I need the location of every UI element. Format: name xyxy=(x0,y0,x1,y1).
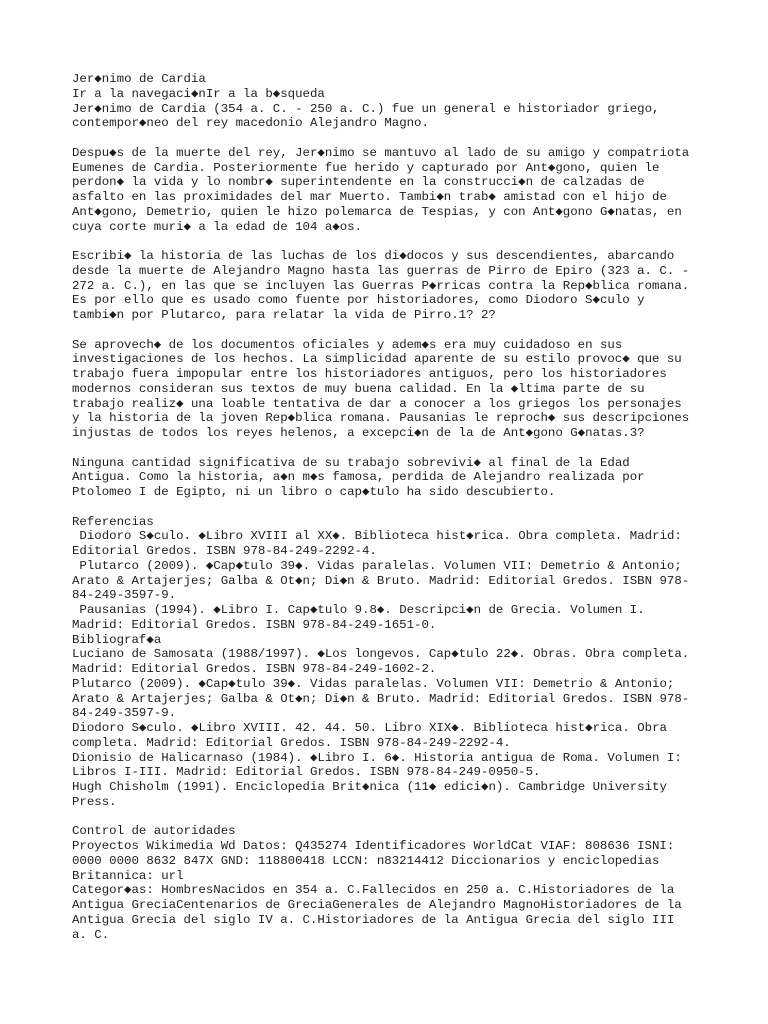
authority-control-heading: Control de autoridades xyxy=(72,824,236,839)
bibliography-line: Diodoro S◆culo. ◆Libro XVIII. 42. 44. 50. Libro XIX◆. Biblioteca hist◆rica. Obra xyxy=(72,721,667,735)
bibliography-line: Luciano de Samosata (1988/1997). ◆Los longevos. Cap◆tulo 22◆. Obras. Obra completa. xyxy=(72,647,690,662)
paragraph-biography xyxy=(72,146,704,235)
bibliography-line: Libros I-III. Madrid: Editorial Gredos. ISBN 978-84-249-0950-5. xyxy=(72,765,541,780)
text-line: Eumenes de Cardia. Posteriormente fue herido y capturado por Ant◆gono, quien le xyxy=(72,160,660,175)
bibliography-line: Press. xyxy=(72,794,117,809)
categories-line: Antigua GreciaCentenarios de GreciaGenerales de Alejandro MagnoHistoriadores de la xyxy=(72,898,682,912)
bibliography-section xyxy=(72,633,704,810)
reference-line: 84-249-3597-9. xyxy=(72,588,177,603)
bibliography-line: Madrid: Editorial Gredos. ISBN 978-84-249-1602-2. xyxy=(72,662,437,676)
text-line: investigaciones de los hechos. La simplicidad aparente de su estilo provoc◆ que su xyxy=(72,352,682,367)
reference-line: Arato & Artajerjes; Galba & Ot◆n; Di◆n & Bruto. Madrid: Editorial Gredos. ISBN 978- xyxy=(72,573,690,588)
authority-control-line: Britannica: url xyxy=(72,868,184,883)
categories-line: Categor◆as: HombresNacidos en 354 a. C.Fallecidos en 250 a. C.Historiadores de la xyxy=(72,883,675,898)
bibliography-heading: Bibliograf◆a xyxy=(72,632,162,647)
reference-line: Plutarco (2009). ◆Cap◆tulo 39◆. Vidas paralelas. Volumen VII: Demetrio & Antonio; xyxy=(72,558,682,573)
text-line: Ptolomeo I de Egipto, ni un libro o cap◆tulo ha sido descubierto. xyxy=(72,485,556,499)
categories-line: a. C. xyxy=(72,927,110,942)
text-line: tambi◆n por Plutarco, para relatar la vida de Pirro.1? 2? xyxy=(72,308,496,322)
paragraph-gap xyxy=(72,500,704,515)
paragraph-gap xyxy=(72,810,704,825)
references-section xyxy=(72,515,704,633)
text-line: Ninguna cantidad significativa de su trabajo sobrevivi◆ al final de la Edad xyxy=(72,455,630,470)
document-page xyxy=(72,72,704,942)
text-line: perdon◆ la vida y lo nombr◆ superintendente en la construcci◆n de calzadas de xyxy=(72,175,645,190)
bibliography-line: Dionisio de Halicarnaso (1984). ◆Libro I. 6◆. Historia antigua de Roma. Volumen I: xyxy=(72,750,682,765)
authority-control-line: Proyectos Wikimedia Wd Datos: Q435274 Identificadores WorldCat VIAF: 808636 ISNI: xyxy=(72,839,675,853)
text-line: Escribi◆ la historia de las luchas de los di◆docos y sus descendientes, abarcando xyxy=(72,249,675,263)
paragraph-gap xyxy=(72,323,704,338)
authority-control-line: 0000 0000 8632 847X GND: 118800418 LCCN: n83214412 Diccionarios y enciclopedias xyxy=(72,853,660,868)
categories-section xyxy=(72,883,704,942)
text-line: injustas de todos los reyes helenos, a excepci◆n de la de Ant◆gono G◆natas.3? xyxy=(72,426,645,440)
paragraph-gap xyxy=(72,234,704,249)
text-line: Despu◆s de la muerte del rey, Jer◆nimo se mantuvo al lado de su amigo y compatriota xyxy=(72,145,690,160)
text-line: Ant◆gono, Demetrio, quien le hizo polemarca de Tespias, y con Ant◆gono G◆natas, en xyxy=(72,204,682,219)
bibliography-line: 84-249-3597-9. xyxy=(72,706,177,721)
bibliography-line: completa. Madrid: Editorial Gredos. ISBN 978-84-249-2292-4. xyxy=(72,735,511,750)
reference-line: Diodoro S◆culo. ◆Libro XVIII al XX◆. Biblioteca hist◆rica. Obra completa. Madrid: xyxy=(72,529,682,544)
text-line: trabajo realiz◆ una loable tentativa de dar a conocer a los griegos los personajes xyxy=(72,396,682,411)
text-line: Se aprovech◆ de los documentos oficiales y adem◆s era muy cuidadoso en sus xyxy=(72,337,623,352)
authority-control-section xyxy=(72,824,704,883)
text-line: cuya corte muri◆ a la edad de 104 a◆os. xyxy=(72,219,363,234)
bibliography-line: Hugh Chisholm (1991). Enciclopedia Brit◆nica (11◆ edici◆n). Cambridge University xyxy=(72,780,667,794)
page-title: Jer◆nimo de Cardia xyxy=(72,72,206,86)
reference-line: Madrid: Editorial Gredos. ISBN 978-84-249-1651-0. xyxy=(72,617,437,632)
text-line: modernos consideran sus textos de muy buena calidad. En la ◆ltima parte de su xyxy=(72,381,645,396)
paragraph-survival xyxy=(72,456,704,500)
text-line: asfalto en las proximidades del mar Muerto. Tambi◆n trab◆ amistad con el hijo de xyxy=(72,190,667,204)
paragraph-gap xyxy=(72,441,704,456)
paragraph-style xyxy=(72,338,704,441)
text-line: contempor◆neo del rey macedonio Alejandro Magno. xyxy=(72,116,429,131)
bibliography-line: Plutarco (2009). ◆Cap◆tulo 39◆. Vidas paralelas. Volumen VII: Demetrio & Antonio; xyxy=(72,676,675,691)
skip-navigation-links[interactable]: Ir a la navegaci◆nIr a la b◆squeda xyxy=(72,86,325,101)
text-line: 272 a. C.), en las que se incluyen las Guerras P◆rricas contra la Rep◆blica romana. xyxy=(72,278,690,293)
categories-line: Antigua Grecia del siglo IV a. C.Historiadores de la Antigua Grecia del siglo III xyxy=(72,912,675,927)
bibliography-line: Arato & Artajerjes; Galba & Ot◆n; Di◆n & Bruto. Madrid: Editorial Gredos. ISBN 978- xyxy=(72,691,690,706)
text-line: Antigua. Como la historia, a◆n m◆s famosa, perdida de Alejandro realizada por xyxy=(72,470,645,485)
references-heading: Referencias xyxy=(72,514,154,529)
reference-line: Editorial Gredos. ISBN 978-84-249-2292-4. xyxy=(72,544,377,558)
text-line: y la historia de la joven Rep◆blica romana. Pausanias le reproch◆ sus descripciones xyxy=(72,411,690,426)
paragraph-works xyxy=(72,249,704,323)
reference-line: Pausanias (1994). ◆Libro I. Cap◆tulo 9.8◆. Descripci◆n de Grecia. Volumen I. xyxy=(72,603,645,617)
text-line: Es por ello que es usado como fuente por historiadores, como Diodoro S◆culo y xyxy=(72,293,645,308)
intro-paragraph xyxy=(72,102,704,132)
text-line: desde la muerte de Alejandro Magno hasta las guerras de Pirro de Epiro (323 a. C. - xyxy=(72,263,690,278)
text-line: trabajo fuera impopular entre los historiadores antiguos, pero los historiadores xyxy=(72,367,667,381)
text-line: Jer◆nimo de Cardia (354 a. C. - 250 a. C.) fue un general e historiador griego, xyxy=(72,101,660,116)
paragraph-gap xyxy=(72,131,704,146)
